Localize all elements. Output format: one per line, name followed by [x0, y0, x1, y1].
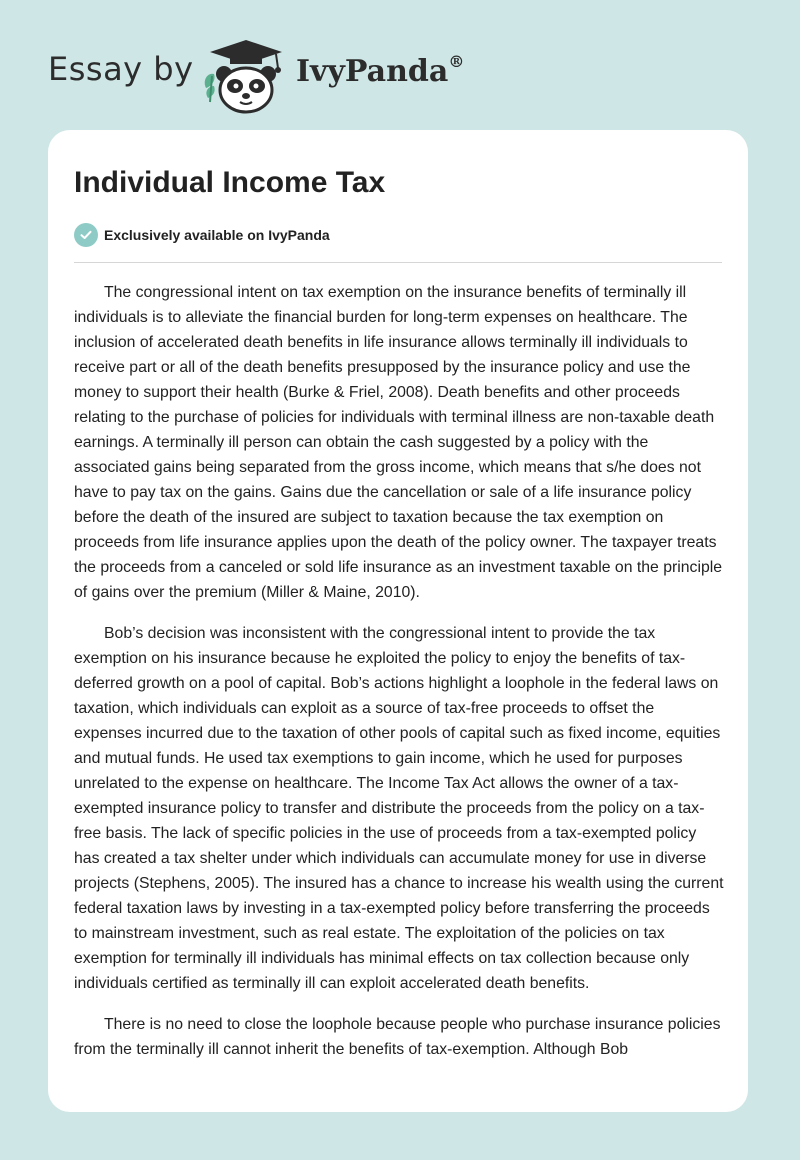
- check-circle-icon: [74, 223, 98, 247]
- panda-logo-icon[interactable]: [200, 36, 292, 116]
- paragraph: Bob’s decision was inconsistent with the congressional intent to provide the tax exemption on his insurance because he exploited the policy to enjoy the benefits of tax-deferred growth on a pool of capital. Bob’s actions highlight a loophole in the federal laws on taxation, which individuals can exploit as a source of tax-free proceeds to offset the expenses incurred due to the taxation of other pools of capital such as fixed income, equities and mutual funds. He used tax exemptions to gain income, which he used for purposes unrelated to the expense on healthcare. The Income Tax Act allows the owner of a tax-exempted insurance policy to transfer and distribute the proceeds from the policy on a tax-free basis. The lack of specific policies in the use of proceeds from a tax-exempted policy has created a tax shelter under which individuals can accumulate money for use in diverse projects (Stephens, 2005). The insured has a chance to increase his wealth using the current federal taxation laws by investing in a tax-exempted policy before transferring the proceeds to mainstream investment, such as real estate. The exploitation of the policies on tax exemption for terminally ill individuals has minimal effects on tax collection because only individuals certified as terminally ill can exploit accelerated death benefits.: [74, 625, 724, 992]
- page-title: Individual Income Tax: [74, 166, 386, 199]
- registered-mark: ®: [448, 52, 465, 71]
- exclusive-badge: [74, 222, 330, 248]
- site-header: [48, 28, 548, 118]
- essay-body: [74, 280, 724, 1078]
- exclusive-label: Exclusively available on IvyPanda: [104, 227, 330, 243]
- essay-card: [48, 130, 748, 1112]
- paragraph: There is no need to close the loophole because people who purchase insurance policies from the terminally ill cannot inherit the benefits of tax-exemption. Although Bob: [74, 1016, 721, 1058]
- divider: [74, 262, 722, 263]
- brand-name[interactable]: [296, 54, 464, 89]
- paragraph: The congressional intent on tax exemption on the insurance benefits of terminally ill individuals is to alleviate the financial burden for long-term expenses on healthcare. The inclusion of accelerated death benefits in life insurance allows terminally ill individuals to receive part or all of the death benefits presupposed by the insurance policy and use the money to support their health (Burke & Friel, 2008). Death benefits and other proceeds relating to the purchase of policies for individuals with terminal illness are non-taxable death earnings. A terminally ill person can obtain the cash suggested by a policy with the associated gains being separated from the gross income, which means that s/he does not have to pay tax on the gains. Gains due the cancellation or sale of a life insurance policy before the death of the insured are subject to taxation because the tax exemption on proceeds from life insurance applies upon the death of the policy owner. The taxpayer treats the proceeds from a canceled or sold life insurance as an investment taxable on the principle of gains over the premium (Miller & Maine, 2010).: [74, 284, 723, 601]
- brand-text: IvyPanda: [296, 54, 449, 89]
- essay-by-label: Essay by: [48, 50, 194, 88]
